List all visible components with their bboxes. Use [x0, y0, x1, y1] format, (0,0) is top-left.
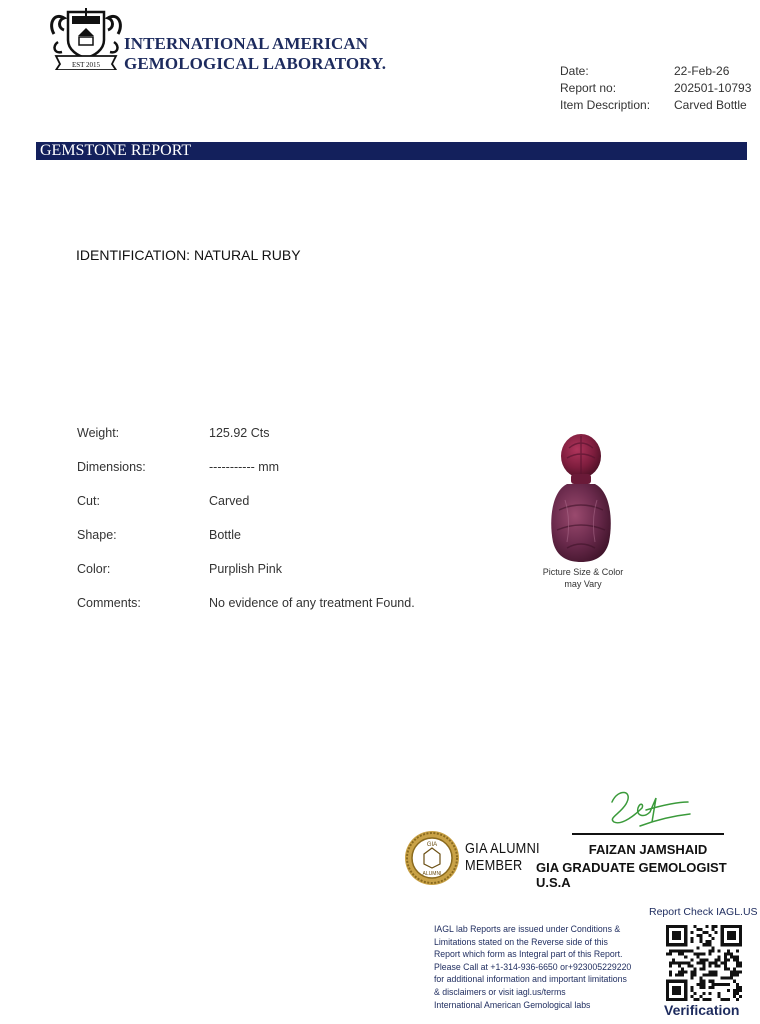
- image-caption: [535, 566, 631, 590]
- gia-seal-bottom-text: ALUMNI: [422, 871, 442, 877]
- gia-line1: GIA ALUMNI: [465, 840, 540, 857]
- meta-value: Carved Bottle: [674, 98, 747, 112]
- meta-row-date: [560, 63, 751, 80]
- lab-name-line2: GEMOLOGICAL LABORATORY.: [124, 54, 387, 73]
- meta-row-item-description: [560, 97, 751, 114]
- detail-row-shape: [77, 525, 415, 559]
- lab-name-line1: INTERNATIONAL AMERICAN: [124, 34, 369, 53]
- report-title-band: [36, 142, 747, 160]
- disclaimer: [434, 924, 638, 1012]
- detail-value: Bottle: [209, 528, 241, 542]
- meta-value: 202501-10793: [674, 81, 752, 95]
- logo-est-text: EST 2015: [71, 61, 101, 69]
- disclaimer-line: IAGL lab Reports are issued under Conditions &: [434, 924, 621, 935]
- meta-label: Date:: [560, 64, 589, 78]
- identification-heading: IDENTIFICATION: NATURAL RUBY: [76, 247, 301, 263]
- meta-label: Report no:: [560, 81, 617, 95]
- detail-value: Purplish Pink: [209, 562, 282, 576]
- detail-label: Dimensions:: [77, 460, 146, 474]
- gia-seal-top-text: GIA: [426, 842, 438, 848]
- detail-value: No evidence of any treatment Found.: [209, 596, 415, 610]
- image-caption-line2: may Vary: [564, 579, 602, 589]
- disclaimer-line: for additional information and important limitations: [434, 974, 627, 986]
- gia-seal-icon: [404, 830, 460, 886]
- signature-line: [572, 833, 724, 835]
- disclaimer-line: Please Call at +1-314-936-6650 or+923005229220: [434, 961, 632, 973]
- detail-value: ----------- mm: [209, 460, 280, 474]
- detail-row-cut: [77, 491, 415, 525]
- detail-label: Color:: [77, 562, 111, 576]
- detail-row-weight: [77, 423, 415, 457]
- verification-label: Verification: [664, 1002, 740, 1018]
- detail-label: Cut:: [77, 494, 100, 508]
- detail-value: 125.92 Cts: [209, 426, 270, 440]
- gia-alumni-text: [465, 840, 540, 874]
- detail-label: Weight:: [77, 426, 120, 440]
- signatory-name: FAIZAN JAMSHAID: [588, 842, 708, 857]
- lab-name: [124, 34, 386, 74]
- detail-label: Comments:: [77, 596, 141, 610]
- disclaimer-line: Limitations stated on the Reverse side of this: [434, 936, 608, 948]
- lab-logo-emblem: [48, 4, 124, 70]
- disclaimer-line: Report which form as Integral part of this Report.: [434, 949, 623, 961]
- image-caption-line1: Picture Size & Color: [542, 567, 624, 577]
- verification-qr-code[interactable]: [666, 925, 742, 1001]
- meta-label: Item Description:: [560, 98, 651, 112]
- signatory-title: GIA GRADUATE GEMOLOGIST U.S.A: [536, 860, 727, 890]
- gem-details: [77, 423, 415, 627]
- disclaimer-line: & disclaimers or visit iagl.us/terms: [434, 986, 566, 998]
- detail-row-color: [77, 559, 415, 593]
- report-title: GEMSTONE REPORT: [40, 142, 192, 159]
- gia-seal: [404, 830, 460, 886]
- signature-icon: [600, 780, 700, 832]
- report-check-label: Report Check IAGL.US: [649, 906, 758, 918]
- report-meta: [560, 63, 751, 114]
- meta-value: 22-Feb-26: [674, 64, 730, 78]
- qr-code-icon: [666, 925, 742, 1001]
- meta-row-report-no: [560, 80, 751, 97]
- signature-mark: [600, 780, 700, 832]
- detail-row-comments: [77, 593, 415, 627]
- gia-line2: MEMBER: [465, 857, 523, 874]
- gemstone-photo: [545, 430, 617, 564]
- crest-icon: [48, 4, 124, 70]
- disclaimer-line: International American Gemological labs: [434, 999, 591, 1011]
- detail-value: Carved: [209, 494, 250, 508]
- detail-row-dimensions: [77, 457, 415, 491]
- detail-label: Shape:: [77, 528, 117, 542]
